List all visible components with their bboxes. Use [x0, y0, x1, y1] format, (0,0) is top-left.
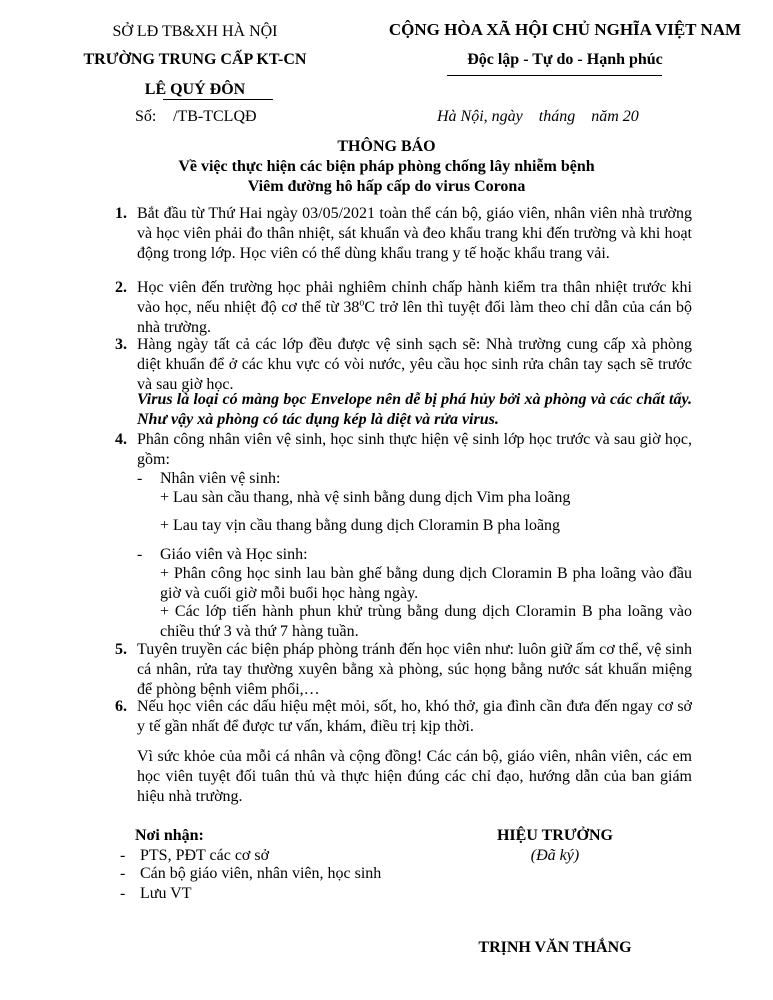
school-name-underline	[163, 99, 273, 100]
motto-underline	[447, 75, 662, 76]
item-text: Hàng ngày tất cả các lớp đều được vệ sinh sạch sẽ: Nhà trường cung cấp xà phòng diệt khuẩn để ở các khu vực có vòi nước, yêu cầu học sinh rửa chân tay sạch sẽ trước và sau giờ học.	[137, 336, 692, 393]
item-number: 4.	[115, 431, 127, 448]
recipients-title: Nơi nhận:	[135, 827, 204, 844]
item-number: 2.	[115, 279, 127, 296]
cleaning-task: + Các lớp tiến hành phun khử trùng bằng dung dịch Cloramin B pha loãng vào chiều thứ 3 và thứ 7 hàng tuần.	[160, 603, 692, 640]
cleaning-task: + Lau sàn cầu thang, nhà vệ sinh bằng dung dịch Vim pha loãng	[160, 489, 571, 506]
school-name-line1: TRƯỜNG TRUNG CẤP KT-CN	[83, 51, 307, 68]
item-text: Bắt đầu từ Thứ Hai ngày 03/05/2021 toàn thể cán bộ, giáo viên, nhân viên nhà trường và học viên phải đo thân nhiệt, sát khuẩn và đeo khẩu trang khi đến trường và khi hoạt động trong lớp. Học viên có thể dùng khẩu trang y tế hoặc khẩu trang vải.	[137, 205, 692, 262]
signer-title: HIỆU TRƯỞNG	[496, 827, 613, 844]
recipient-item: Cán bộ giáo viên, nhân viên, học sinh	[140, 865, 382, 882]
cleaning-task: + Lau tay vịn cầu thang bằng dung dịch Cloramin B pha loãng	[160, 517, 561, 534]
teachers-students-label: Giáo viên và Học sinh:	[160, 546, 308, 563]
signed-note: (Đã ký)	[530, 847, 580, 864]
item-text: Phân công nhân viên vệ sinh, học sinh thực hiện vệ sinh lớp học trước và sau giờ học, gồm:	[137, 431, 692, 468]
recipient-item: Lưu VT	[140, 885, 192, 902]
cleaning-staff-label: Nhân viên vệ sinh:	[160, 470, 281, 487]
nation-motto: Độc lập - Tự do - Hạnh phúc	[467, 51, 663, 68]
item-text: Tuyên truyền các biện pháp phòng tránh đến học viên như: luôn giữ ấm cơ thể, vệ sinh cá nhân, rửa tay thường xuyên bằng xà phòng, súc họng bằng nước sát khuẩn miệng để phòng bệnh viêm phổi,…	[137, 641, 692, 698]
nation-title: CỘNG HÒA XÃ HỘI CHỦ NGHĨA VIỆT NAM	[388, 20, 742, 39]
item-number: 3.	[115, 336, 127, 353]
item-text: Học viên đến trường học phải nghiêm chỉnh chấp hành kiểm tra thân nhiệt trước khi vào học, nếu nhiệt độ cơ thể từ 38$^o$C trở lên thì tuyệt đối làm theo chỉ dẫn của cán bộ nhà trường.	[137, 279, 693, 336]
cleaning-task: + Phân công học sinh lau bàn ghế bằng dung dịch Cloramin B pha loãng vào đầu giờ và cuối giờ mỗi buổi học hàng ngày.	[160, 565, 692, 602]
list-dash: -	[120, 865, 126, 882]
item-number: 5.	[115, 641, 127, 658]
notice-subject-line2: Viêm đường hô hấp cấp do virus Corona	[247, 178, 526, 195]
closing-paragraph: Vì sức khỏe của mỗi cá nhân và cộng đồng! Các cán bộ, giáo viên, nhân viên, các em học viên tuyệt đối tuân thủ và thực hiện đúng các chỉ đạo, hướng dẫn của ban giám hiệu nhà trường.	[137, 748, 692, 805]
notice-subject-line1: Về việc thực hiện các biện pháp phòng chống lây nhiễm bệnh	[178, 158, 595, 175]
list-dash: -	[137, 546, 143, 563]
recipient-item: PTS, PĐT các cơ sở	[140, 847, 270, 864]
list-dash: -	[137, 470, 143, 487]
document-number: /TB-TCLQĐ	[173, 108, 257, 125]
item-number: 6.	[115, 698, 127, 715]
signer-name: TRỊNH VĂN THẮNG	[478, 939, 632, 956]
department-name: SỞ LĐ TB&XH HÀ NỘI	[112, 23, 278, 40]
item-text: Nếu học viên các dấu hiệu mệt mỏi, sốt, ho, khó thở, gia đình cần đưa đến ngay cơ sở y tế gần nhất để được tư vấn, khám, điều trị kịp thời.	[137, 698, 692, 735]
document-number-label: Số:	[135, 108, 157, 125]
virus-note: Virus là loại có màng bọc Envelope nên dễ bị phá hủy bởi xà phòng và các chất tẩy. Như vậy xà phòng có tác dụng kép là diệt và rửa virus.	[137, 391, 692, 428]
school-name-line2: LÊ QUÝ ĐÔN	[144, 81, 246, 98]
document-date: Hà Nội, ngày tháng năm 20	[437, 108, 639, 125]
notice-title: THÔNG BÁO	[337, 138, 436, 155]
list-dash: -	[120, 885, 126, 902]
list-dash: -	[120, 847, 126, 864]
item-number: 1.	[115, 205, 127, 222]
